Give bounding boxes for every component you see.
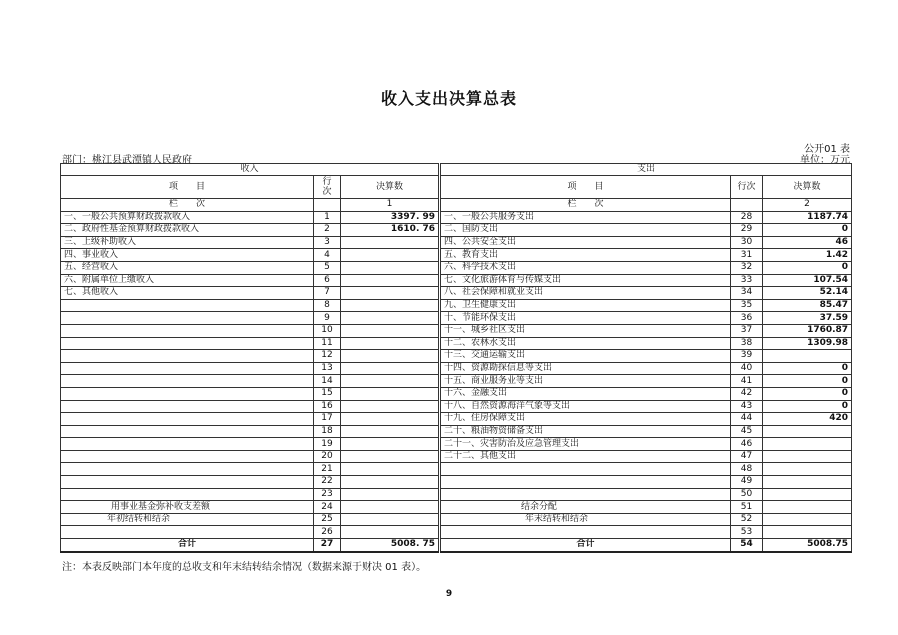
expense-amount	[763, 450, 852, 463]
table-row	[61, 337, 852, 350]
expense-item: 五、教育支出	[441, 249, 731, 262]
income-item	[61, 299, 314, 312]
expense-amount: 107.54	[763, 274, 852, 287]
expense-line-no: 42	[731, 387, 763, 400]
expense-line-no: 28	[731, 211, 763, 224]
expense-item: 一、一般公共服务支出	[441, 211, 731, 224]
income-item	[61, 324, 314, 337]
table-row	[61, 501, 852, 514]
income-item	[61, 463, 314, 476]
income-line-no: 17	[314, 413, 341, 426]
expense-item: 二、国防支出	[441, 224, 731, 237]
expense-item: 结余分配	[441, 501, 731, 514]
expense-amount: 0	[763, 375, 852, 388]
income-line-no: 2	[314, 224, 341, 237]
page-title: 收入支出决算总表	[380, 89, 517, 108]
income-amount	[341, 299, 439, 312]
table-row	[61, 224, 852, 237]
expense-total-label: 合计	[441, 539, 731, 552]
expense-amount: 52.14	[763, 287, 852, 300]
income-amount	[341, 476, 439, 489]
expense-amount: 1.42	[763, 249, 852, 262]
income-line-no: 16	[314, 400, 341, 413]
expense-amount: 0	[763, 224, 852, 237]
expense-item: 年末结转和结余	[441, 513, 731, 526]
expense-line-no: 50	[731, 488, 763, 501]
income-amount: 3397. 99	[341, 211, 439, 224]
expense-line-no: 29	[731, 224, 763, 237]
expense-line-no: 30	[731, 236, 763, 249]
table-row	[61, 513, 852, 526]
expense-amount: 46	[763, 236, 852, 249]
expense-line-no: 39	[731, 350, 763, 363]
expense-amount	[763, 463, 852, 476]
expense-column-index: 2	[763, 199, 852, 212]
expense-item	[441, 526, 731, 539]
income-item: 七、其他收入	[61, 287, 314, 300]
expense-line-no: 45	[731, 425, 763, 438]
table-row	[61, 425, 852, 438]
page-number: 9	[445, 589, 453, 599]
income-item	[61, 425, 314, 438]
table-row	[61, 299, 852, 312]
income-line-no: 3	[314, 236, 341, 249]
expense-amount: 0	[763, 400, 852, 413]
income-amount	[341, 249, 439, 262]
income-amount	[341, 274, 439, 287]
income-line-no: 22	[314, 476, 341, 489]
income-line-no: 18	[314, 425, 341, 438]
expense-line-no: 35	[731, 299, 763, 312]
income-item: 六、附属单位上缴收入	[61, 274, 314, 287]
income-column-index: 1	[341, 199, 439, 212]
expense-item: 十三、交通运输支出	[441, 350, 731, 363]
expense-amount: 0	[763, 387, 852, 400]
income-item	[61, 400, 314, 413]
department-label: 部门：桃江县武潭镇人民政府	[62, 155, 192, 166]
expense-line-no: 31	[731, 249, 763, 262]
expense-line-no: 36	[731, 312, 763, 325]
income-amount: 1610. 76	[341, 224, 439, 237]
table-row	[61, 249, 852, 262]
expense-amount: 0	[763, 362, 852, 375]
table-row	[61, 261, 852, 274]
expense-amount: 37.59	[763, 312, 852, 325]
income-line-no: 8	[314, 299, 341, 312]
income-line-no: 14	[314, 375, 341, 388]
expense-amount	[763, 513, 852, 526]
income-item	[61, 362, 314, 375]
income-item: 五、经营收入	[61, 261, 314, 274]
expense-line-no: 53	[731, 526, 763, 539]
expense-line-no: 44	[731, 413, 763, 426]
expense-item: 十九、住房保障支出	[441, 413, 731, 426]
expense-item: 八、社会保障和就业支出	[441, 287, 731, 300]
income-item: 三、上级补助收入	[61, 236, 314, 249]
expense-amount: 0	[763, 261, 852, 274]
income-amount	[341, 312, 439, 325]
income-total-label: 合计	[61, 539, 314, 552]
expense-item: 六、科学技术支出	[441, 261, 731, 274]
income-line-no: 15	[314, 387, 341, 400]
income-column-label: 栏 次	[61, 199, 314, 212]
expense-item: 十一、城乡社区支出	[441, 324, 731, 337]
expense-amount	[763, 488, 852, 501]
expense-amount: 1187.74	[763, 211, 852, 224]
income-item: 四、事业收入	[61, 249, 314, 262]
expense-amount	[763, 476, 852, 489]
table-row	[61, 400, 852, 413]
income-amount	[341, 362, 439, 375]
income-line-no: 1	[314, 211, 341, 224]
expense-line-no: 43	[731, 400, 763, 413]
income-amount	[341, 261, 439, 274]
table-row	[61, 211, 852, 224]
expense-line-header: 行次	[731, 176, 763, 199]
income-line-no: 4	[314, 249, 341, 262]
table-row	[61, 312, 852, 325]
expense-item: 十八、自然资源海洋气象等支出	[441, 400, 731, 413]
expense-item: 九、卫生健康支出	[441, 299, 731, 312]
income-line-no: 25	[314, 513, 341, 526]
income-section-header: 收入	[61, 164, 439, 176]
expense-section-header: 支出	[441, 164, 852, 176]
expense-item: 十五、商业服务业等支出	[441, 375, 731, 388]
expense-line-no: 46	[731, 438, 763, 451]
expense-line-no: 37	[731, 324, 763, 337]
expense-total-line-no: 54	[731, 539, 763, 552]
total-row	[61, 539, 852, 552]
income-amount	[341, 425, 439, 438]
expense-amount	[763, 425, 852, 438]
income-item	[61, 450, 314, 463]
expense-item: 十六、金融支出	[441, 387, 731, 400]
income-item	[61, 337, 314, 350]
section-header-row	[61, 164, 852, 176]
table-row	[61, 463, 852, 476]
income-line-no: 26	[314, 526, 341, 539]
expense-amount	[763, 526, 852, 539]
income-total-line-no: 27	[314, 539, 341, 552]
income-line-no: 13	[314, 362, 341, 375]
income-item	[61, 526, 314, 539]
table-row	[61, 476, 852, 489]
income-amount	[341, 450, 439, 463]
expense-line-no: 47	[731, 450, 763, 463]
expense-item: 二十、粮油物资储备支出	[441, 425, 731, 438]
income-amount	[341, 400, 439, 413]
income-item: 二、政府性基金预算财政拨款收入	[61, 224, 314, 237]
income-amount	[341, 513, 439, 526]
table-row	[61, 236, 852, 249]
expense-item	[441, 476, 731, 489]
footnote: 注：本表反映部门本年度的总收支和年末结转结余情况（数据来源于财决 01 表）。	[62, 562, 427, 573]
income-amount	[341, 501, 439, 514]
expense-line-no: 41	[731, 375, 763, 388]
table-row	[61, 350, 852, 363]
table-row	[61, 387, 852, 400]
expense-line-no: 40	[731, 362, 763, 375]
income-line-header: 行次	[314, 176, 341, 199]
expense-item: 二十二、其他支出	[441, 450, 731, 463]
income-item: 一、一般公共预算财政拨款收入	[61, 211, 314, 224]
column-index-row	[61, 199, 852, 212]
table-row	[61, 438, 852, 451]
expense-amount	[763, 438, 852, 451]
expense-line-no: 33	[731, 274, 763, 287]
income-item	[61, 312, 314, 325]
income-item	[61, 375, 314, 388]
income-amount	[341, 463, 439, 476]
income-line-no: 6	[314, 274, 341, 287]
expense-amount: 1309.98	[763, 337, 852, 350]
income-amount	[341, 438, 439, 451]
income-item	[61, 413, 314, 426]
expense-item: 十二、农林水支出	[441, 337, 731, 350]
income-item	[61, 387, 314, 400]
income-line-no: 24	[314, 501, 341, 514]
expense-item: 十、节能环保支出	[441, 312, 731, 325]
expense-amount-header: 决算数	[763, 176, 852, 199]
expense-item	[441, 463, 731, 476]
income-amount	[341, 488, 439, 501]
table-row	[61, 413, 852, 426]
table-row	[61, 450, 852, 463]
table-row	[61, 375, 852, 388]
column-header-row	[61, 176, 852, 199]
income-amount	[341, 526, 439, 539]
income-amount	[341, 337, 439, 350]
income-line-no: 12	[314, 350, 341, 363]
expense-line-no: 49	[731, 476, 763, 489]
table-row	[61, 324, 852, 337]
expense-line-no: 38	[731, 337, 763, 350]
income-amount-header: 决算数	[341, 176, 439, 199]
income-item	[61, 476, 314, 489]
expense-line-no: 32	[731, 261, 763, 274]
income-line-no: 9	[314, 312, 341, 325]
income-item	[61, 438, 314, 451]
table-row	[61, 362, 852, 375]
expense-item: 二十一、灾害防治及应急管理支出	[441, 438, 731, 451]
income-line-no: 20	[314, 450, 341, 463]
form-number: 公开01 表	[804, 144, 850, 155]
income-line-no: 10	[314, 324, 341, 337]
expense-amount: 420	[763, 413, 852, 426]
income-amount	[341, 387, 439, 400]
expense-line-no: 51	[731, 501, 763, 514]
expense-item: 十四、资源勘探信息等支出	[441, 362, 731, 375]
income-amount	[341, 350, 439, 363]
expense-line-no: 52	[731, 513, 763, 526]
income-total-amount: 5008. 75	[341, 539, 439, 552]
income-item: 用事业基金弥补收支差额	[61, 501, 314, 514]
income-line-no: 11	[314, 337, 341, 350]
income-amount	[341, 413, 439, 426]
expense-item	[441, 488, 731, 501]
income-amount	[341, 375, 439, 388]
income-line-no: 23	[314, 488, 341, 501]
income-amount	[341, 324, 439, 337]
income-line-no: 19	[314, 438, 341, 451]
table-row	[61, 287, 852, 300]
income-line-no: 7	[314, 287, 341, 300]
income-line-no: 5	[314, 261, 341, 274]
expense-amount	[763, 501, 852, 514]
table-row	[61, 274, 852, 287]
income-line-no: 21	[314, 463, 341, 476]
expense-amount	[763, 350, 852, 363]
expense-line-no: 48	[731, 463, 763, 476]
summary-table	[60, 163, 852, 553]
expense-line-no: 34	[731, 287, 763, 300]
expense-amount: 85.47	[763, 299, 852, 312]
expense-item: 七、文化旅游体育与传媒支出	[441, 274, 731, 287]
income-amount	[341, 287, 439, 300]
expense-column-label: 栏 次	[441, 199, 731, 212]
expense-item-header: 项 目	[441, 176, 731, 199]
expense-item: 四、公共安全支出	[441, 236, 731, 249]
income-item	[61, 350, 314, 363]
income-item	[61, 488, 314, 501]
unit-label: 单位：万元	[800, 155, 850, 166]
table-row	[61, 526, 852, 539]
income-item: 年初结转和结余	[61, 513, 314, 526]
expense-amount: 1760.87	[763, 324, 852, 337]
table-row	[61, 488, 852, 501]
income-amount	[341, 236, 439, 249]
income-item-header: 项 目	[61, 176, 314, 199]
expense-total-amount: 5008.75	[763, 539, 852, 552]
